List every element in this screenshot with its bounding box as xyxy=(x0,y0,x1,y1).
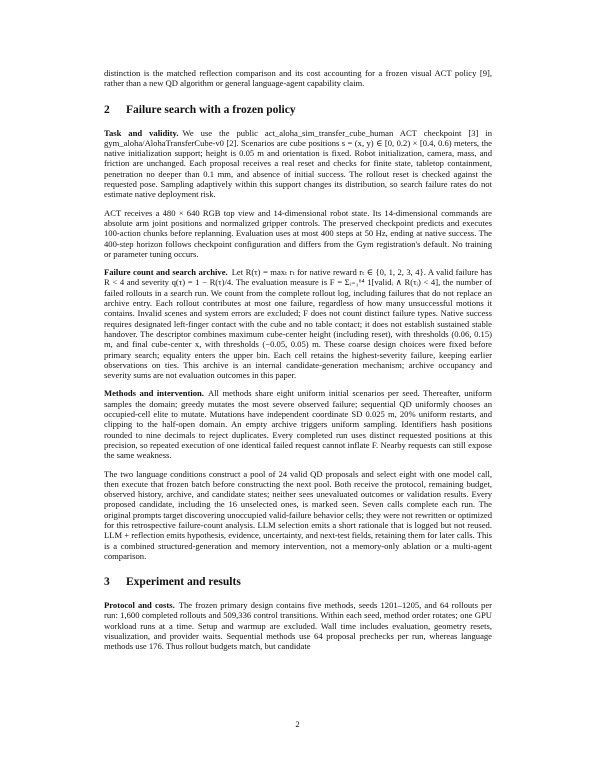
intro-paragraph: distinction is the matched reflection comparison and its cost accounting for a frozen visual ACT policy [9], rather than a new QD algorithm or general language-agent capability claim. xyxy=(104,68,492,89)
section-number: 3 xyxy=(104,576,110,589)
section-heading xyxy=(104,575,492,589)
paragraph-heading: Failure count and search archive. xyxy=(104,267,228,278)
page-number: 2 xyxy=(295,719,300,729)
section-number: 2 xyxy=(104,103,110,116)
paragraph-language-conditions: The two language conditions construct a pool of 24 valid QD proposals and select eight with one model call, then execute that frozen batch before constructing the next pool. Both receive the protocol, remaining budget, observed history, archive, and candidate states; neither sees unevaluated outcomes or validation results. Every proposed candidate, including the 16 unselected ones, is marked seen. Seven calls complete each run. The original prompts target discovering unoccupied valid-failure behavior cells; they were not rewritten or optimized for this retrospective failure-count analysis. LLM selection emits a short rationale that is logged but not reused. LLM + reflection emits hypothesis, evidence, uncertainty, and next-test fields, retaining them for later calls. This is a combined structured-generation and memory intervention, not a memory-only ablation or a multi-agent comparison. xyxy=(104,468,492,561)
section-title: Failure search with a frozen policy xyxy=(126,103,296,116)
paragraph-body: All methods share eight uniform initial scenarios per seed. Thereafter, uniform samples the domain; greedy mutates the most severe observed failure; sequential QD uniformly chooses an occupied-cell elite to mutate. Mutations have independent coordinate SD 0.025 m, 20% uniform restarts, and clipping to the half-open domain. An empty archive triggers uniform sampling. Identifiers hash positions rounded to nine decimals to reject duplicates. Every completed run uses distinct requested positions at this precision, so repeated execution of one identical failed request cannot inflate F. Nearby requests can still expose the same weakness. xyxy=(104,388,492,461)
paragraph-heading: Task and validity. xyxy=(104,127,179,138)
paragraph-heading: Protocol and costs. xyxy=(104,600,175,611)
paragraph-body: We use the public act_aloha_sim_transfer_cube_human ACT checkpoint [3] in gym_aloha/AlohaTransferCube-v0 [2]. Scenarios are cube positions s = (x, y) ∈ [0, 0.2) × [0.4, 0.6) meters, the native initialization support; height is 0.05 m and orientation is fixed. Robot initialization, camera, mass, and friction are unchanged. Each proposal receives a real reset and checks for finite state, tabletop containment, penetration no deeper than 0.1 mm, and absence of initial success. The rollout reset is checked against the requested pose. Sampling adaptively within this support changes its distribution, so search failure rates do not estimate native deployment risk. xyxy=(104,127,492,200)
paragraph-body: The frozen primary design contains five methods, seeds 1201–1205, and 64 rollouts per run: 1,600 completed rollouts and 509,336 control transitions. Within each seed, method order rotates; one GPU workload runs at a time. Setup and warmup are excluded. Wall time includes evaluation, geometry resets, visualization, and provider waits. Sequential methods use 64 proposal prechecks per run, whereas language methods use 176. Thus rollout budgets match, but candidate xyxy=(104,600,493,652)
paragraph-task-validity xyxy=(104,128,492,200)
paragraph-failure-count xyxy=(104,267,492,380)
paragraph-body: Let R(τ) = maxₜ rₜ for native reward rₜ ∈ {0, 1, 2, 3, 4}. A valid failure has R < 4 and severity q(τ) = 1 − R(τ)/4. The evaluation measure is F = Σᵢ₌₁⁶⁴ 1[validᵢ ∧ R(τᵢ) < 4], the number of failed rollouts in a search run. We count from the complete rollout log, including failures that do not replace an archive entry. Each rollout contributes at most one failure, regardless of how many unsuccessful motions it contains. Invalid scenes and system errors are excluded; F does not count distinct failure types. Native success requires designated left-finger contact with the cube and no table contact; it does not establish sustained stable handover. The descriptor combines maximum cube-center height (including reset), with thresholds (0.06, 0.15) m, and final cube-center x, with thresholds (−0.05, 0.05) m. These coarse design choices were fixed before primary search; equality enters the upper bin. Each cell retains the highest-severity failure, keeping earlier observations on ties. This archive is an internal candidate-generation mechanism; archive occupancy and severity sums are not evaluation outcomes in this paper. xyxy=(104,267,492,381)
paragraph-act-inputs: ACT receives a 480 × 640 RGB top view and 14-dimensional robot state. Its 14-dimensional commands are absolute arm joint positions and normalized gripper controls. The preserved checkpoint predicts and executes 100-action chunks before replanning. Evaluation uses at most 400 steps at 50 Hz, ending at native success. The 400-step horizon follows checkpoint configuration and differs from the Gym registration's default. No training or parameter tuning occurs. xyxy=(104,207,492,259)
paragraph-heading: Methods and intervention. xyxy=(104,388,204,399)
paper-page xyxy=(104,68,492,652)
paragraph-protocol-costs xyxy=(104,600,492,651)
section-title: Experiment and results xyxy=(126,576,241,589)
section-heading xyxy=(104,103,492,117)
paragraph-methods xyxy=(104,388,492,460)
